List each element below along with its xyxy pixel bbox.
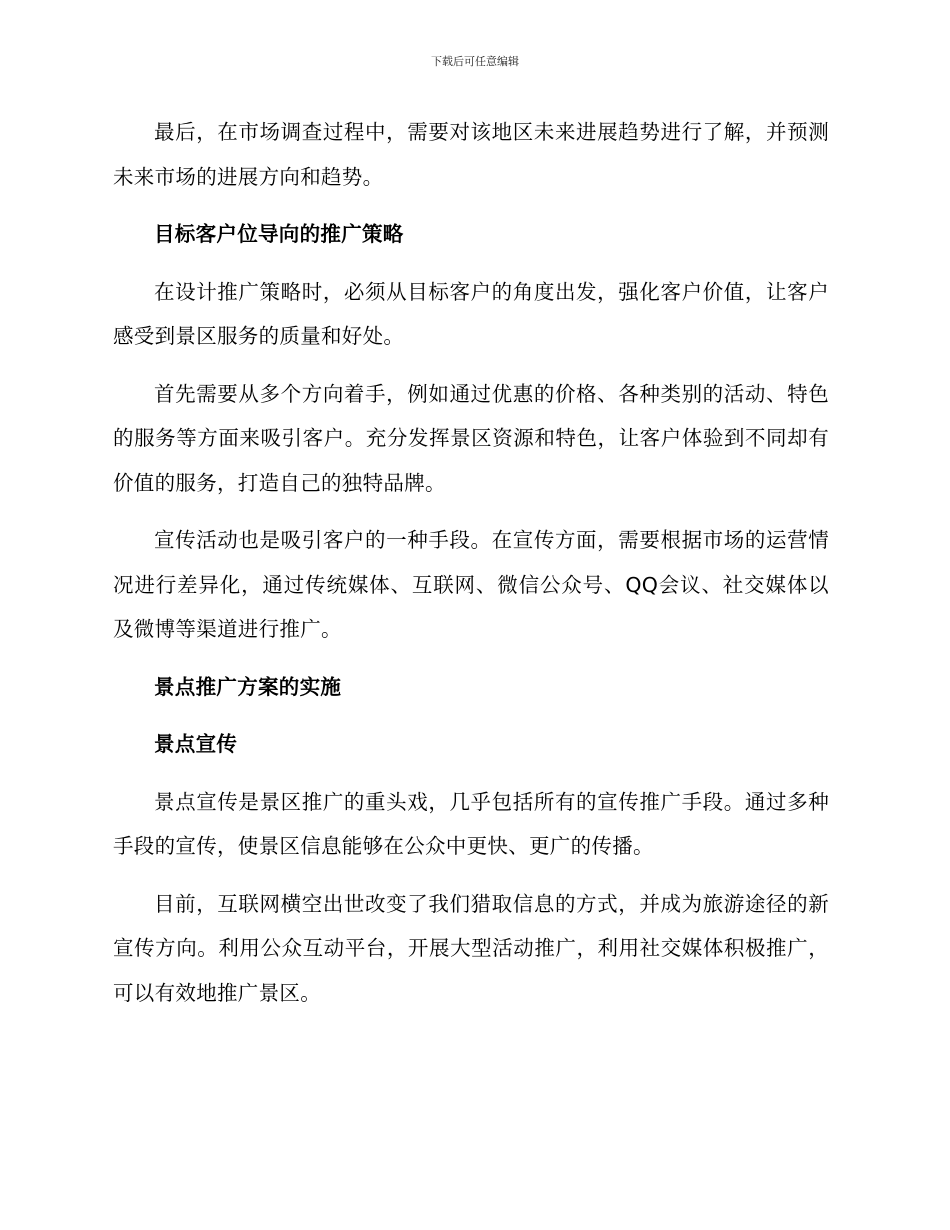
paragraph-market-research-conclusion: 最后，在市场调查过程中，需要对该地区未来进展趋势进行了解，并预测未来市场的进展方向和趋势。 (113, 120, 829, 189)
paragraph-promotion-channels: 宣传活动也是吸引客户的一种手段。在宣传方面，需要根据市场的运营情况进行差异化，通过传统媒体、互联网、微信公众号、QQ会议、社交媒体以及微博等渠道进行推广。 (113, 528, 829, 641)
section-heading-target-customer-strategy: 目标客户位导向的推广策略 (154, 222, 404, 246)
subsection-heading-scenic-promotion: 景点宣传 (154, 732, 238, 756)
paragraph-internet-promotion: 目前，互联网横空出世改变了我们猎取信息的方式，并成为旅游途径的新宣传方向。利用公众互动平台，开展大型活动推广，利用社交媒体积极推广，可以有效地推广景区。 (113, 891, 829, 1005)
section-heading-implementation: 景点推广方案的实施 (154, 674, 342, 699)
paragraph-customer-value: 在设计推广策略时，必须从目标客户的角度出发，强化客户价值，让客户感受到景区服务的质量和好处。 (113, 279, 829, 348)
page-header: 下载后可任意编辑 (431, 55, 519, 68)
document-body (113, 110, 829, 1028)
paragraph-scenic-promotion: 景点宣传是景区推广的重头戏，几乎包括所有的宣传推广手段。通过多种手段的宣传，使景区信息能够在公众中更快、更广的传播。 (113, 789, 829, 858)
paragraph-attract-customers: 首先需要从多个方向着手，例如通过优惠的价格、各种类别的活动、特色的服务等方面来吸引客户。充分发挥景区资源和特色，让客户体验到不同却有价值的服务，打造自己的独特品牌。 (113, 381, 829, 495)
